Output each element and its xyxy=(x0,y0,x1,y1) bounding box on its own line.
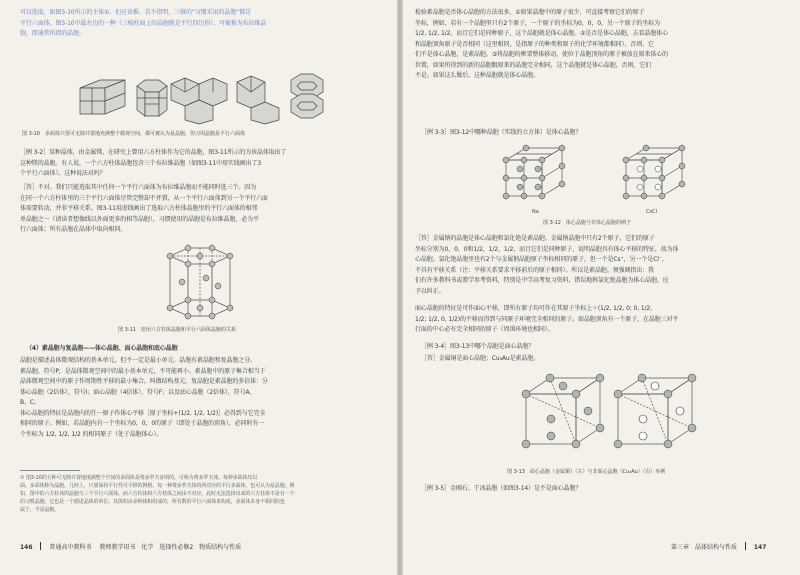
footer-divider xyxy=(40,542,41,550)
elongated-dodecahedra xyxy=(237,76,279,124)
example-3-3: ［例 3-3］图3-12中哪种晶胞（实线的立方体）是体心晶胞？ xyxy=(421,129,582,136)
text-line: 行面的中心必有完全相同的原子（周围环境也相同）。 xyxy=(415,326,554,333)
text-line: 相同的原子。例如，若晶胞内有一个坐标为0，0，0的原子（即处于晶胞的顶角），必同时有一 xyxy=(20,420,265,427)
figure-3-11-hexagonal-lattice xyxy=(160,244,240,324)
figure-3-12-caption: 图 3-12 体心晶胞与非体心晶胞的例子 xyxy=(543,220,631,226)
chapter-title: 第三章 晶体结构与性质 xyxy=(671,544,738,551)
text-line: ［例 3-2］某种晶体，由金属镁、在研究上曾用六方柱体作为它的晶胞，图3-11所示的为该晶体取出了 xyxy=(20,149,287,156)
body-check-method xyxy=(415,8,783,82)
label-na: Na xyxy=(532,209,539,215)
truncated-octahedra xyxy=(291,74,323,118)
example-3-2 xyxy=(20,148,380,180)
text-line: 面心晶胞的特征是可作面心平移，即所有原子均可作在其原子坐标上＋(1/2, 1/2, 0; 0, 1/2, xyxy=(415,305,653,312)
text-line: 面、多面体称为晶胞。几何上，只要保持平行性可平移的网格、每一种费多罗夫体的所对应的平行多面体，也可认为是晶胞。例 xyxy=(20,483,295,489)
text-line: 予以纠正。 xyxy=(415,287,445,295)
text-line: 的习惯晶胞，它也是一个描述晶体的单位。其体积由多种体积组成的，所有数的平行六面体来构成，多面体本身不相同的也 xyxy=(20,499,285,505)
page-number: 147 xyxy=(753,544,767,551)
text-line: B、C。 xyxy=(20,399,40,406)
parallelepiped-stack xyxy=(80,80,125,114)
section-4-heading: （4）素晶胞与复晶胞——体心晶胞、面心晶胞和底心晶胞 xyxy=(26,345,178,352)
text-line: 位置，如果所得到的新的晶胞跟原来的晶胞完全相同，这个晶胞就是体心晶胞，否则，它们 xyxy=(415,61,652,69)
text-line: 心晶胞。氯化铯晶胞里也有2个与金属钠晶胞原子坐标相同的原子，但一个是Cs⁺，另一个是Cl⁻， xyxy=(415,256,668,263)
text-line: 这种镁的晶胞。有人说，一个六方柱体晶胞包含三个布拉维晶胞（如图3-11中用实线画出了3 xyxy=(20,159,262,167)
example-3-4: ［例 3-4］图3-13中哪个晶胞是面心晶胞？ xyxy=(421,343,535,350)
text-line: 1/2, 1/2, 1/2，而且它们是同种原子，这个晶胞就是体心晶胞。②是否是体心晶胞，去看晶胞体心 xyxy=(415,30,668,37)
text-line: 可以选取，如图3-10所示的主体①。但应该推。若不指明，三维的“习惯采用的晶胞”都是 xyxy=(20,9,252,16)
figure-3-13-unit-cells xyxy=(518,368,698,462)
text-line: 单晶胞之一（请读者想像线以外面更多的相等晶胞），习惯使用的晶胞是布拉维晶胞，必为平 xyxy=(20,215,259,223)
text-line: 素晶胞，符号P，是晶体微观空间中的最小基本单元，不可能再小。素晶胞中的原子集合相当于 xyxy=(20,367,266,375)
text-line: 属于，不是晶胞。 xyxy=(20,507,60,513)
figure-3-13-caption: 图 3-13 面心晶胞（金属铜）（左）与非面心晶胞（Cu₃Au）（右）举例 xyxy=(507,469,666,475)
text-line: 体心晶胞（2倍体），符号I；面心晶胞（4倍体），符号F；以及底心晶胞（2倍体），符号A、 xyxy=(20,388,256,396)
text-line: ［答］不对。我们只能选取其中任何一个平行六面体为布拉维晶胞而不能同时选三个。因为 xyxy=(20,184,257,191)
text-line: 和晶胞顶角原子是否相同（这里相同，是指原子的种类和原子的化学环境都相同）。否则，它 xyxy=(415,40,654,48)
text-line: 1/2; 1/2, 0, 1/2)的平移而得到与同原子环境完全相同的原子。如晶胞顶角有一个原子，在晶胞三对平 xyxy=(415,315,679,323)
figure-3-11-caption: 图 3-11 密闭六方柱体晶胞和平行六面体晶胞的关系 xyxy=(118,327,236,333)
answer-3-4: ［答］金属铜是面心晶胞；Cu₃Au是素晶胞。 xyxy=(421,355,540,362)
figure-3-10-polyhedra xyxy=(75,70,330,126)
figure-3-10-caption: 图 3-10 多面体只要可无隙并置地充满整个微观空间，都可被认为是晶胞，但习用晶胞是平行六面体 xyxy=(22,131,245,137)
text-line: 行六面体；所有晶胞在晶体中取向相同。 xyxy=(20,226,127,233)
series-name: 普通高中教科书 xyxy=(49,544,92,551)
hexagonal-prism-stack xyxy=(137,80,167,116)
text-line: 检验素晶胞是否体心晶胞的方法很多，①如果晶胞中的原子很少，可直接考察它们的原子 xyxy=(415,9,645,16)
text-line: 如，图中的六方柱体的晶胞与三个平行六面体。而六方柱体和六方柱体之间由不对应，此时无法选择出来的六方柱体不是有一个 xyxy=(20,491,295,497)
text-line: 坐标，例如，若有一个晶胞里只有2个原子，一个原子的坐标为0，0，0，另一个原子的坐标为 xyxy=(415,19,660,27)
left-page xyxy=(0,0,397,575)
section-4-body xyxy=(20,356,382,440)
text-line: 们有许多教科书或教学参考资料，特别是中学高考复习资料，错误地称氯化铯晶胞为体心晶胞，应 xyxy=(415,277,669,284)
text-line: 在同一个六方柱体里的三个平行六面体尽管完整却不并置，从一个平行六面体到另一个平行六面 xyxy=(20,194,268,202)
label-cscl: CsCl xyxy=(646,209,657,215)
answer-3-2 xyxy=(20,183,380,236)
book-subject: 教师教学用书 化学 选择性必修2 物质结构与性质 xyxy=(99,544,242,551)
intro-text xyxy=(20,8,375,40)
text-line: 们不是体心晶胞，是素晶胞。③将晶胞的框架整体移动，使位于晶胞顶角的原子被放在原来体心的 xyxy=(415,51,669,58)
text-line: ［答］金属钠的晶胞是体心晶胞和氯化铯是素晶胞。金属钠晶胞中只有2个原子，它们的原子 xyxy=(415,235,655,242)
left-footer xyxy=(20,542,241,551)
text-line: 体心晶胞的特征是晶胞内的任一原子作体心平移［原子坐标+(1/2, 1/2, 1/2)］必得到与它完全 xyxy=(20,409,266,417)
face-center-description xyxy=(415,304,783,336)
text-line: 晶体微观空间中的原子作周期性平移的最小集合，叫做结构基元。复晶胞是素晶胞的多倍体：分 xyxy=(20,378,268,385)
text-line: 胞，即通常所指的晶胞。 xyxy=(20,30,85,37)
page-number: 146 xyxy=(20,544,33,551)
text-line: 个坐标为 1/2, 1/2, 1/2 的相同原子（处于晶胞体心）。 xyxy=(20,430,163,438)
footnote-rule xyxy=(20,470,80,471)
text-line: ① 图3-10的五种可无隙并置地填满整个空间的多面体是费多罗夫证明的，可称为费多罗夫体。每种多面体均以 xyxy=(20,475,258,481)
footer-divider xyxy=(745,542,746,550)
right-footer xyxy=(671,542,766,551)
text-line: 晶胞是描述晶体微观结构的基本单元，但不一定是最小单元。晶胞有素晶胞和复晶胞之分。 xyxy=(20,357,257,364)
figure-3-12-unit-cells xyxy=(498,142,708,208)
example-3-5: ［例 3-5］金刚石、干冰晶胞（如图3-14）是不是面心晶胞？ xyxy=(421,485,582,492)
text-line: 不具有平移关系（注：平移关系要求平移前后的原子相同）。所以是素晶胞。须强调指出：我 xyxy=(415,266,654,274)
text-line: 不是。如果这么做后，这种晶胞就是体心晶胞。 xyxy=(415,72,539,79)
footnote xyxy=(20,474,385,514)
rhombic-dodecahedra xyxy=(171,78,227,124)
text-line: 坐标分别为0，0，0和1/2，1/2，1/2，而且它们是同种原子，说明晶胞具有体心平移的特征，故为体 xyxy=(415,245,679,253)
right-page xyxy=(403,0,800,575)
answer-3-3 xyxy=(415,234,783,297)
text-line: 个平行六面体）。这种说法对吗？ xyxy=(20,170,106,177)
text-line: 平行六面体，图3-10中最左边的一种（三棱柱面上的晶胞就是平行四边形），可被称为布拉维晶 xyxy=(20,19,267,27)
text-line: 体需要转动，并非平移关系。图3-11用虚线画出了选取六方柱体晶胞里的平行六面体的相邻 xyxy=(20,205,258,212)
